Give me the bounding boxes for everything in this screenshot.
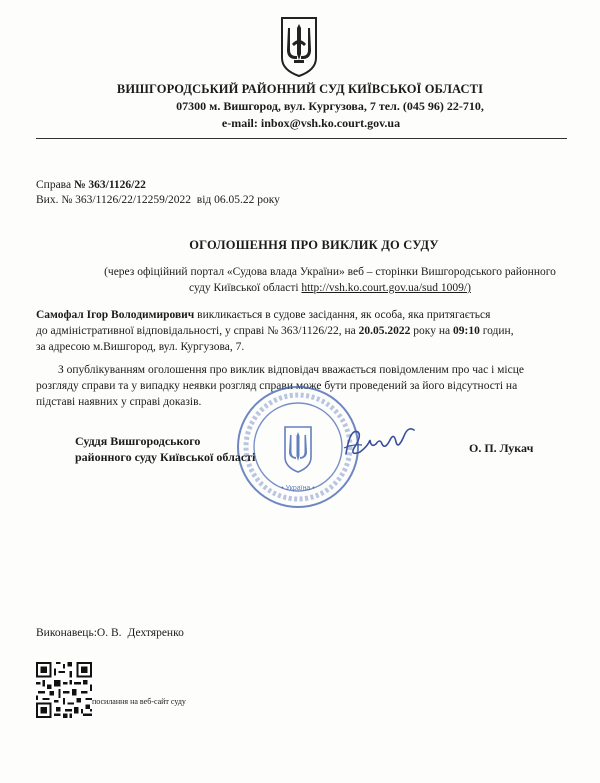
case-number: № 363/1126/22: [73, 179, 146, 191]
notice-paragraph-line5: розгляду справи та у випадку неявки розгляд справи може бути проведений за його відсутності на: [36, 380, 518, 392]
notice-paragraph-line1: [36, 307, 576, 323]
notice-paragraph-line2: [36, 323, 576, 339]
paragraph-text: викликається в судове засідання, як особа, яка притягається: [194, 309, 491, 321]
paragraph-text: годин,: [479, 325, 514, 337]
paragraph-text: року на: [410, 325, 453, 337]
header-divider: [36, 138, 567, 139]
notice-title: ОГОЛОШЕННЯ ПРО ВИКЛИК ДО СУДУ: [189, 238, 439, 252]
svg-text:• Україна •: • Україна •: [281, 485, 315, 492]
judge-name: О. П. Лукач: [469, 441, 534, 455]
summoned-person-name: Самофал Ігор Володимирович: [36, 309, 195, 321]
qr-code-icon[interactable]: [36, 662, 92, 718]
court-website-link[interactable]: http://vsh.ko.court.gov.ua/sud 1009/): [301, 282, 471, 294]
subtitle-prefix: суду Київської області: [189, 282, 302, 294]
court-address: 07300 м. Вишгород, вул. Кургузова, 7 тел. (045 96) 22-710,: [176, 99, 484, 113]
outgoing-number: Вих. № 363/1126/22/12259/2022: [36, 194, 192, 206]
executor-name: Дехтяренко: [127, 627, 184, 639]
case-label: Справа: [36, 179, 74, 191]
trident-emblem-icon: [280, 16, 318, 78]
case-number-line: [36, 179, 146, 191]
hearing-time: 09:10: [452, 325, 480, 337]
notice-paragraph-line6: підставі наявних у справі доказів.: [36, 396, 202, 408]
notice-paragraph-line4: З опублікуванням оголошення про виклик відповідач вважається повідомленим про час і місце: [58, 364, 524, 376]
hearing-date: 20.05.2022: [358, 325, 411, 337]
executor-line: [36, 627, 184, 639]
paragraph-text: до адміністративної відповідальності, у справі № 363/1126/22, на: [36, 325, 359, 337]
notice-subtitle-line1: (через офіційний портал «Судова влада України» веб – сторінки Вишгородського районного: [104, 266, 556, 278]
judge-title-line2: районного суду Київської області: [75, 450, 256, 464]
qr-caption: посилання на веб-сайт суду: [92, 697, 186, 706]
court-email: e-mail: inbox@vsh.ko.court.gov.ua: [221, 116, 401, 130]
outgoing-date: від 06.05.22 року: [196, 194, 280, 206]
executor-label: Виконавець:О. В.: [36, 627, 122, 639]
notice-paragraph-line3: за адресою м.Вишгород, вул. Кургузова, 7.: [36, 341, 245, 353]
court-name: ВИШГОРОДСЬКИЙ РАЙОННИЙ СУД КИЇВСЬКОЇ ОБЛАСТІ: [116, 82, 484, 96]
handwritten-signature-icon: [340, 418, 420, 464]
outgoing-number-line: [36, 194, 280, 206]
notice-subtitle-line2: [70, 280, 590, 296]
judge-title-line1: Суддя Вишгородського: [75, 434, 201, 448]
